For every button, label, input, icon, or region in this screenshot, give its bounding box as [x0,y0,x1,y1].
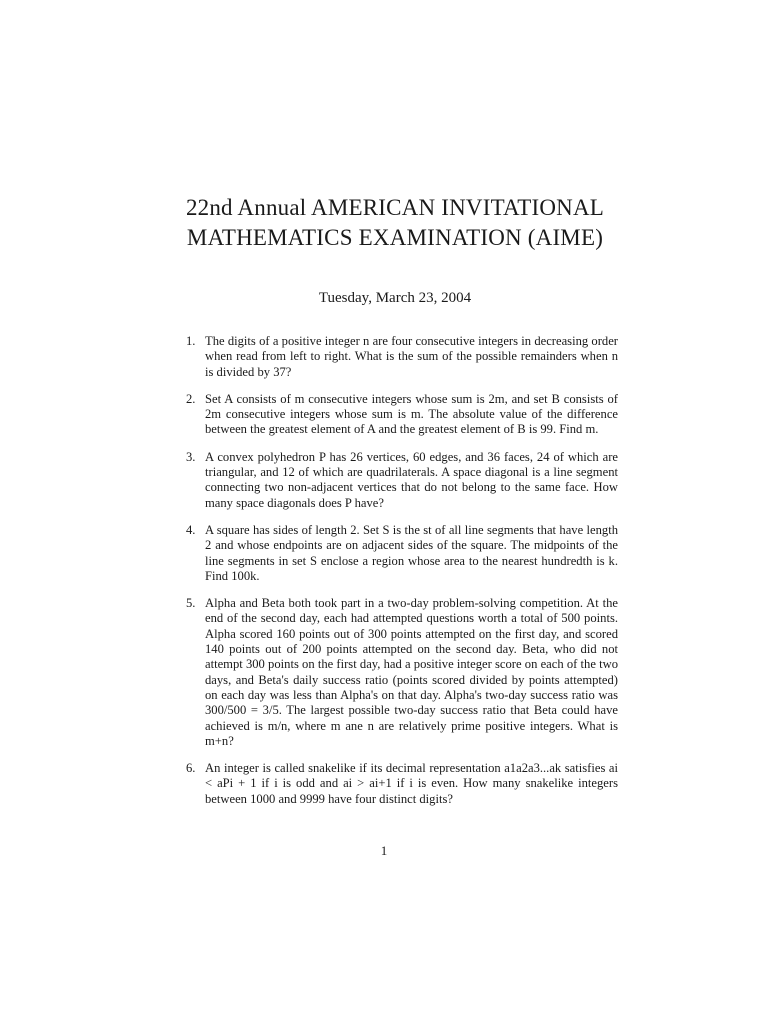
problem-text: A square has sides of length 2. Set S is the st of all line segments that have length 2 and whose endpoints are on adjacent sides of the square. The midpoints of the line segments in set S enclose a region whose area to the nearest hundredth is k. Find 100k. [205,522,618,583]
problem-6 [186,761,618,807]
problem-number: 1. [186,334,196,348]
problem-text: A convex polyhedron P has 26 vertices, 60 edges, and 36 faces, 24 of which are triangular, and 12 of which are quadrilaterals. A space diagonal is a line segment connecting two non-adjacent vertices that do not belong to the same face. How many space diagonals does P have? [205,449,618,510]
title-line-1: 22nd Annual AMERICAN INVITATIONAL [185,195,605,220]
problem-4 [186,523,618,584]
problem-number: 5. [186,596,196,611]
problem-5 [186,596,618,749]
problem-text: Alpha and Beta both took part in a two-day problem-solving competition. At the end of the second day, each had attempted questions worth a total of 500 points. Alpha scored 160 points out of 300 points attempted on the first day, and scored 140 points out of 200 points attempted on the second day. Beta, who did not attempt 300 points on the first day, had a positive integer score on each of the two days, and Beta's daily success ratio (points scored divided by points attempted) on each day was less than Alpha's on that day. Alpha's two-day success ratio was 300/500 = 3/5. The largest possible two-day success ratio that Beta could have achieved is m/n, where m ane n are relatively prime positive integers. What is m+n? [205,596,618,748]
problem-3 [186,450,618,511]
exam-date: Tuesday, March 23, 2004 [318,290,472,306]
problem-1 [186,334,618,380]
problem-number: 6. [186,761,196,776]
page-number: 1 [380,843,388,858]
problem-number: 2. [186,391,196,406]
exam-title [150,193,640,253]
problem-text: The digits of a positive integer n are four consecutive integers in decreasing order when read from left to right. What is the sum of the possible remainders when n is divided by 37? [205,334,618,379]
problem-2 [186,392,618,438]
problem-list [186,334,618,819]
problem-number: 3. [186,449,196,464]
problem-number: 4. [186,522,196,537]
problem-text: An integer is called snakelike if its decimal representation a1a2a3...ak satisfies ai < aPi + 1 if i is odd and ai > ai+1 if i is even. How many snakelike integers between 1000 and 9999 have four distinct digits? [205,761,618,806]
problem-text: Set A consists of m consecutive integers whose sum is 2m, and set B consists of 2m consecutive integers whose sum is m. The absolute value of the difference between the greatest element of A and the greatest element of B is 99. Find m. [205,391,618,437]
title-line-2: MATHEMATICS EXAMINATION (AIME) [186,225,604,250]
